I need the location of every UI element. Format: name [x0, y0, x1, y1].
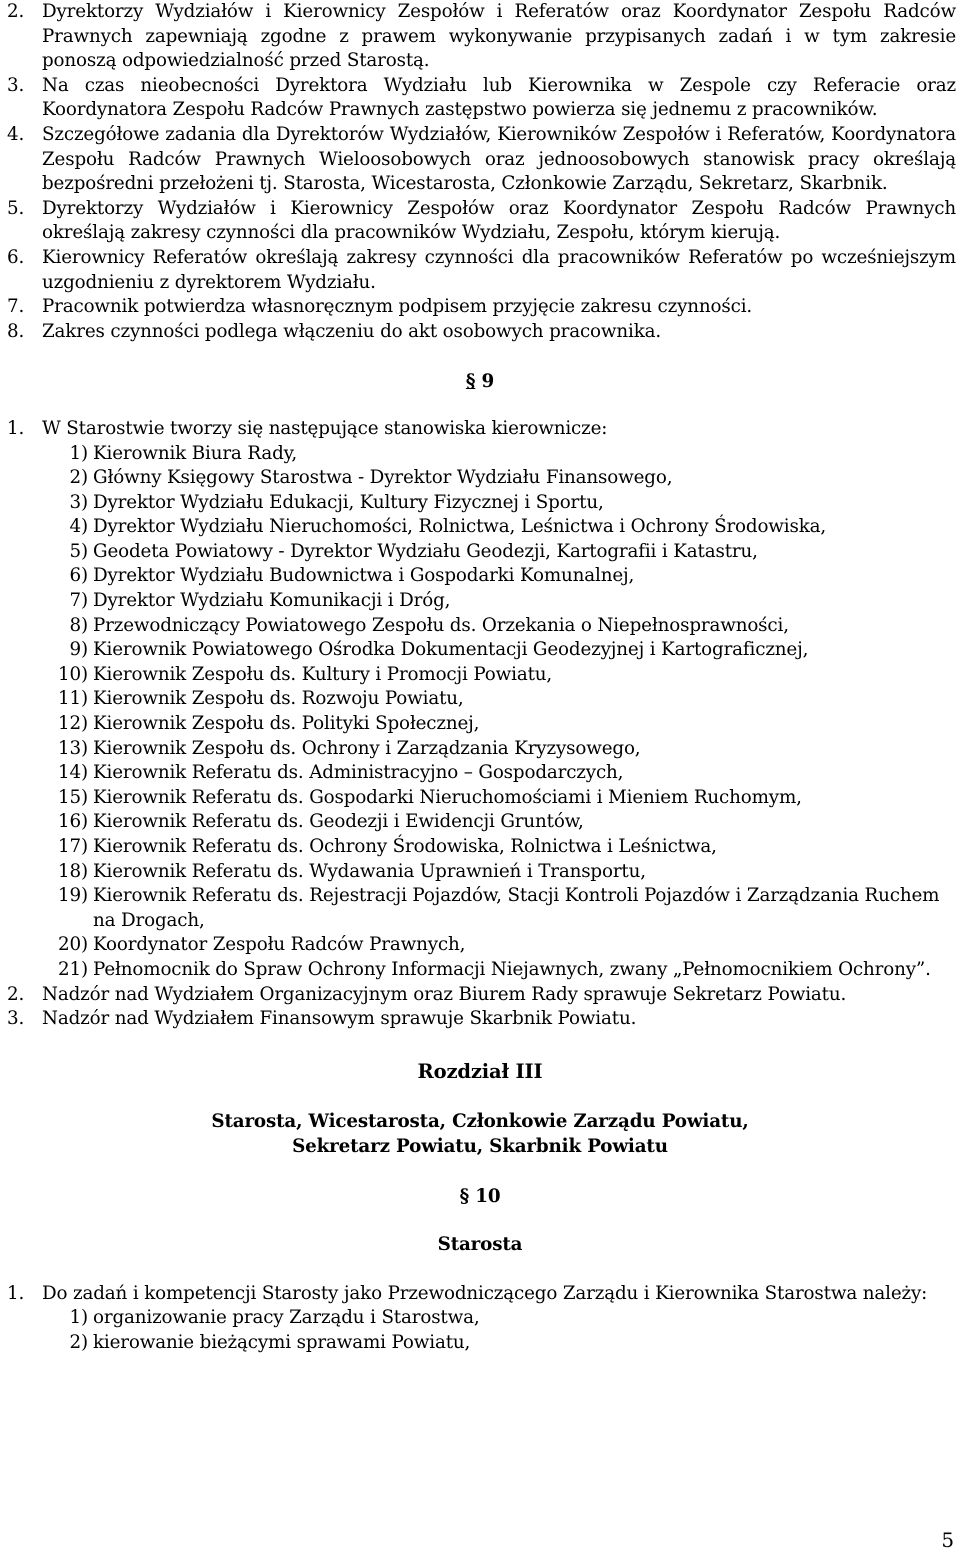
item-number: 4.	[7, 123, 25, 145]
sublist-number: 11)	[58, 688, 88, 710]
sublist-number: 18)	[58, 860, 88, 882]
positions-sublist	[0, 442, 960, 983]
sublist-text: Kierownik Referatu ds. Administracyjno – Gospodarczych,	[93, 762, 624, 784]
sublist-item	[0, 491, 960, 516]
sublist-text: Dyrektor Wydziału Nieruchomości, Rolnictwa, Leśnictwa i Ochrony Środowiska,	[93, 516, 827, 538]
item-number: 8.	[7, 320, 25, 342]
item-number: 1.	[7, 417, 25, 439]
chapter-title-line: Starosta, Wicestarosta, Członkowie Zarządu Powiatu,	[211, 1111, 749, 1133]
sublist-text: kierowanie bieżącymi sprawami Powiatu,	[93, 1331, 471, 1353]
list-item	[0, 197, 960, 246]
paragraph-number: 9	[481, 371, 495, 393]
item-text: Zakres czynności podlega włączeniu do akt osobowych pracownika.	[42, 320, 662, 342]
sublist-text: Przewodniczący Powiatowego Zespołu ds. Orzekania o Niepełnosprawności,	[93, 614, 789, 636]
sublist-number: 4)	[69, 516, 88, 538]
section-title: Starosta	[437, 1234, 523, 1256]
sublist-text: Dyrektor Wydziału Edukacji, Kultury Fizycznej i Sportu,	[93, 491, 604, 513]
list-item	[0, 417, 960, 442]
item-number: 3.	[7, 1008, 25, 1030]
item-text: Szczegółowe zadania dla Dyrektorów Wydziałów, Kierowników Zespołów i Referatów, Koordynatora Zespołu Radców Prawnych Wieloosobowych oraz jednoosobowych stanowisk pracy określają bezpośredni przełożeni tj. Starosta, Wicestarosta, Członkowie Zarządu, Sekretarz, Skarbnik.	[42, 123, 956, 195]
sublist-text: Dyrektor Wydziału Budownictwa i Gospodarki Komunalnej,	[93, 565, 635, 587]
list-item	[0, 320, 960, 345]
sublist-item	[0, 564, 960, 589]
sublist-item	[0, 466, 960, 491]
item-text: Nadzór nad Wydziałem Organizacyjnym oraz Biurem Rady sprawuje Sekretarz Powiatu.	[42, 983, 847, 1005]
sublist-item	[0, 614, 960, 639]
item-text: W Starostwie tworzy się następujące stanowiska kierownicze:	[42, 417, 608, 439]
list-item	[0, 123, 960, 197]
sublist-text: Kierownik Biura Rady,	[93, 442, 298, 464]
sublist-text: Kierownik Zespołu ds. Kultury i Promocji Powiatu,	[93, 663, 553, 685]
sublist-item	[0, 540, 960, 565]
sublist-text: Kierownik Zespołu ds. Ochrony i Zarządzania Kryzysowego,	[93, 737, 641, 759]
section-sign: §	[465, 371, 476, 393]
page-number: 5	[941, 1528, 954, 1553]
item-text: Do zadań i kompetencji Starosty jako Przewodniczącego Zarządu i Kierownika Starostwa należy:	[42, 1282, 928, 1304]
item-text: Dyrektorzy Wydziałów i Kierownicy Zespołów i Referatów oraz Koordynator Zespołu Radców Prawnych zapewniają zgodne z prawem wykonywanie przypisanych zadań i w tym zakresie ponoszą odpowiedzialność przed Starostą.	[42, 1, 956, 72]
sublist-number: 19)	[58, 885, 88, 907]
sublist-number: 7)	[69, 590, 88, 612]
sublist-number: 14)	[58, 762, 88, 784]
chapter-title	[0, 1110, 960, 1159]
chapter-title-line: Sekretarz Powiatu, Skarbnik Powiatu	[292, 1135, 668, 1157]
list-item	[0, 246, 960, 295]
sublist-text: Kierownik Powiatowego Ośrodka Dokumentacji Geodezyjnej i Kartograficznej,	[93, 639, 809, 661]
sublist-number: 2)	[69, 467, 88, 489]
list-item	[0, 0, 960, 74]
numbered-list-starosta	[0, 1282, 960, 1356]
numbered-list-top	[0, 0, 960, 344]
sublist-item	[0, 1306, 960, 1331]
sublist-text: Kierownik Zespołu ds. Polityki Społecznej,	[93, 713, 480, 735]
sublist-number: 6)	[69, 565, 88, 587]
item-number: 3.	[7, 74, 25, 96]
sublist-number: 16)	[58, 811, 88, 833]
sublist-item	[0, 1331, 960, 1356]
sublist-text: organizowanie pracy Zarządu i Starostwa,	[93, 1307, 480, 1329]
paragraph-heading-9	[0, 370, 960, 395]
sublist-text: Kierownik Referatu ds. Gospodarki Nieruchomościami i Mieniem Ruchomym,	[93, 786, 802, 808]
sublist-number: 8)	[69, 614, 88, 636]
item-text: Nadzór nad Wydziałem Finansowym sprawuje Skarbnik Powiatu.	[42, 1008, 637, 1030]
item-text: Kierownicy Referatów określają zakresy czynności dla pracowników Referatów po wcześniejszym uzgodnieniu z dyrektorem Wydziału.	[42, 246, 956, 293]
sublist-text: Kierownik Referatu ds. Geodezji i Ewidencji Gruntów,	[93, 811, 584, 833]
item-text: Dyrektorzy Wydziałów i Kierownicy Zespołów oraz Koordynator Zespołu Radców Prawnych określają zakresy czynności dla pracowników Wydziału, Zespołu, którym kierują.	[42, 197, 956, 244]
sublist-item	[0, 933, 960, 958]
item-text: Pracownik potwierdza własnoręcznym podpisem przyjęcie zakresu czynności.	[42, 296, 753, 318]
sublist-item	[0, 860, 960, 885]
item-text: Na czas nieobecności Dyrektora Wydziału lub Kierownika w Zespole czy Referacie oraz Koordynatora Zespołu Radców Prawnych zastępstwo powierza się jednemu z pracowników.	[42, 74, 956, 121]
sublist-item	[0, 786, 960, 811]
item-number: 1.	[7, 1282, 25, 1304]
sublist-number: 3)	[69, 491, 88, 513]
sublist-item	[0, 712, 960, 737]
sublist-number: 17)	[58, 836, 88, 857]
item-number: 2.	[7, 1, 25, 22]
sublist-item	[0, 884, 960, 933]
sublist-text: Kierownik Referatu ds. Ochrony Środowiska, Rolnictwa i Leśnictwa,	[93, 836, 717, 857]
item-number: 6.	[7, 246, 25, 268]
sublist-item	[0, 687, 960, 712]
chapter-label: Rozdział III	[417, 1059, 543, 1083]
sublist-text: Pełnomocnik do Spraw Ochrony Informacji Niejawnych, zwany „Pełnomocnikiem Ochrony”.	[93, 958, 931, 980]
sublist-item	[0, 515, 960, 540]
sublist-item	[0, 442, 960, 467]
item-number: 7.	[7, 296, 25, 318]
sublist-number: 20)	[58, 934, 88, 956]
list-item	[0, 295, 960, 320]
sublist-item	[0, 958, 960, 983]
sublist-number: 1)	[69, 442, 88, 464]
paragraph-number: 10	[475, 1185, 501, 1207]
list-item	[0, 983, 960, 1008]
numbered-list-positions	[0, 417, 960, 1032]
sublist-item	[0, 663, 960, 688]
sublist-number: 15)	[58, 786, 88, 808]
sublist-text: Dyrektor Wydziału Komunikacji i Dróg,	[93, 590, 451, 612]
section-sign: §	[459, 1185, 470, 1207]
sublist-number: 9)	[69, 639, 88, 661]
sublist-text: Kierownik Zespołu ds. Rozwoju Powiatu,	[93, 688, 464, 710]
sublist-item	[0, 737, 960, 762]
sublist-number: 12)	[58, 713, 88, 735]
list-item	[0, 1007, 960, 1032]
list-item	[0, 74, 960, 123]
sublist-number: 13)	[58, 737, 88, 759]
list-item	[0, 1282, 960, 1307]
sublist-text: Koordynator Zespołu Radców Prawnych,	[93, 934, 466, 956]
sublist-text: Geodeta Powiatowy - Dyrektor Wydziału Geodezji, Kartografii i Katastru,	[93, 540, 758, 562]
sublist-item	[0, 589, 960, 614]
sublist-number: 2)	[69, 1331, 88, 1353]
sublist-item	[0, 638, 960, 663]
sublist-text: Główny Księgowy Starostwa - Dyrektor Wydziału Finansowego,	[93, 467, 673, 489]
sublist-number: 5)	[69, 540, 88, 562]
item-number: 2.	[7, 983, 25, 1005]
sublist-number: 1)	[69, 1307, 88, 1329]
sublist-text: Kierownik Referatu ds. Rejestracji Pojazdów, Stacji Kontroli Pojazdów i Zarządzania Ruchem na Drogach,	[93, 885, 940, 931]
sublist-number: 21)	[58, 958, 88, 980]
sublist-number: 10)	[58, 663, 88, 685]
sublist-item	[0, 761, 960, 786]
paragraph-heading-10	[0, 1185, 960, 1210]
sublist-item	[0, 810, 960, 835]
sublist-item	[0, 835, 960, 860]
item-number: 5.	[7, 197, 25, 219]
sublist-text: Kierownik Referatu ds. Wydawania Uprawnień i Transportu,	[93, 860, 646, 882]
